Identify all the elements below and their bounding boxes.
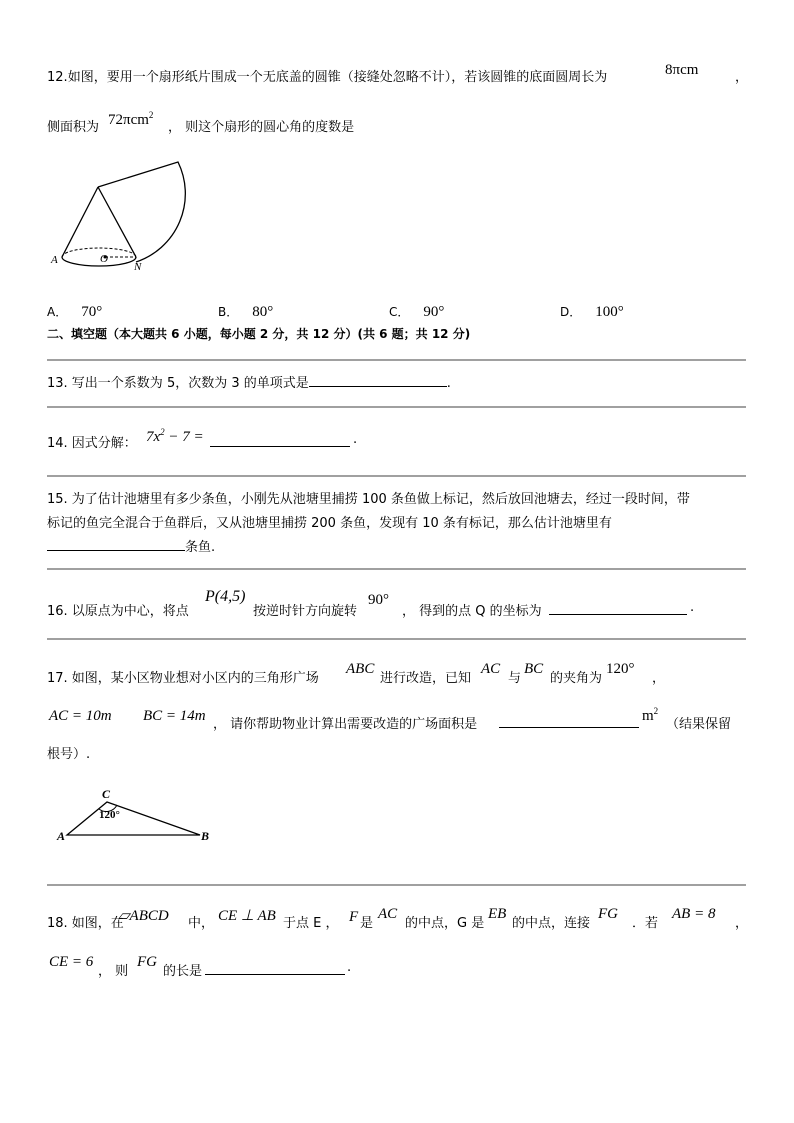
q18-fg-2: FG [137,954,157,970]
q12-option-a[interactable]: A． 70° [47,304,103,320]
cone-slant-right [98,187,136,257]
q16-text-b: 按逆时针方向旋转 [253,604,358,619]
divider [47,359,746,361]
cone-base-back [62,248,136,257]
divider [47,638,746,640]
q12-line2: 侧面积为 [47,120,100,135]
q17-line3: 根号）. [47,747,91,762]
cone-base-front [62,257,136,266]
q13-answer-blank[interactable] [309,372,447,387]
q14-expression: $7x^2 - 7$ = [146,427,204,445]
q17-line2-b: （结果保留 [666,717,732,732]
q15-line1: 15. 为了估计池塘里有多少条鱼，小刚先从池塘里捕捞 100 条鱼做上标记，然后放回池塘去，经过一段时间，带 [47,492,690,507]
q17-line1-d: 的夹角为 [550,671,603,686]
label-a: A [51,254,58,266]
q16-period: . [690,600,695,615]
q16-text-c: ， 得到的点 Q 的坐标为 [402,604,542,619]
q16-answer-blank[interactable] [549,600,687,615]
q18-line1-f: 的中点，连接 [512,916,591,931]
q18-line2-b: 的长是 [163,964,203,979]
cone-sector-figure [50,160,190,275]
q17-unit: $m^2$ [642,706,659,724]
divider [47,568,746,570]
q18-line1-g: ．若 [632,916,659,931]
label-b: B [201,829,210,843]
cone-slant-left [62,187,98,257]
q12-option-d[interactable]: D． 100° [560,304,624,320]
q15-line3: 条鱼. [47,536,215,555]
q17-line1-a: 17. 如图，某小区物业想对小区内的三角形广场 [47,671,319,686]
label-c: C [102,787,111,801]
q16-angle: 90° [368,592,389,608]
q17-line1-e: ， [652,671,666,686]
q18-period: . [347,960,352,975]
q17-ac: AC [481,661,501,677]
q12-comma: ， [735,70,749,85]
q12-circumference: 8πcm [665,62,699,78]
q16-point: P(4,5) [205,588,246,605]
q13: 13. 写出一个系数为 5，次数为 3 的单项式是 . [47,372,451,391]
q18-line1-e: 的中点，G 是 [405,916,485,931]
q18-line1-d: 是 [360,916,374,931]
q14-answer-blank[interactable] [210,432,350,447]
q17-line1-b: 进行改造，已知 [380,671,472,686]
q14-period: . [353,432,358,447]
triangle-figure [55,785,215,845]
q17-line1-c: 与 [508,671,522,686]
section-title: 二、填空题（本大题共 6 小题，每小题 2 分，共 12 分）(共 6 题；共 12 分) [47,327,471,341]
q18-eb: EB [488,906,507,922]
q15-line2: 标记的鱼完全混合于鱼群后，又从池塘里捕捞 200 条鱼，发现有 10 条有标记，那么估计池塘里有 [47,516,612,531]
q17-ac-length: AC = 10m [49,708,112,724]
q12-question: ， 则这个扇形的圆心角的度数是 [168,120,355,135]
q17-bc-length: BC = 14m [143,708,206,724]
label-angle: 120° [99,809,120,821]
q18-ce-length: CE = 6 [49,954,94,970]
q18-f: F [349,909,359,925]
divider [47,884,746,886]
label-a: A [57,829,66,843]
q18-ab: AB = 8 [672,906,716,922]
q17-line2-a: ， 请你帮助物业计算出需要改造的广场面积是 [213,717,478,732]
q12-text: 12. [47,70,68,85]
q15-answer-blank[interactable] [47,536,185,551]
divider [47,475,746,477]
q12-lateral-area: 72πcm$^2$ [108,110,154,128]
label-n: N [134,261,142,273]
q17-angle: 120° [606,661,635,677]
q12-option-b[interactable]: B． 80° [218,304,274,320]
divider [47,406,746,408]
q12-option-c[interactable]: C． 90° [389,304,445,320]
q18-line1-h: ， [735,916,749,931]
q18-line2-a: ， 则 [98,964,129,979]
q17-bc: BC [524,661,544,677]
q17-abc: ABC [346,661,375,677]
q18-answer-blank[interactable] [205,960,345,975]
q18-line1-a: 18. 如图，在 [47,916,124,931]
q18-fg: FG [598,906,618,922]
q14: 14. 因式分解： [47,436,137,451]
q18-perpendicular: CE ⊥ AB [218,908,276,924]
q18-line1-c: 于点 E ， [283,916,339,931]
triangle-abc [67,802,200,835]
q18-parallelogram: ▱ABCD [118,908,169,924]
q18-line1-b: 中， [188,916,215,931]
q18-ac: AC [378,906,398,922]
q16-text-a: 16. 以原点为中心，将点 [47,604,189,619]
q17-answer-blank[interactable] [499,713,639,728]
q12-line1: 12.如图，要用一个扇形纸片围成一个无底盖的圆锥（接缝处忽略不计），若该圆锥的底面圆周长为 [47,70,608,85]
label-o: O [100,253,108,265]
